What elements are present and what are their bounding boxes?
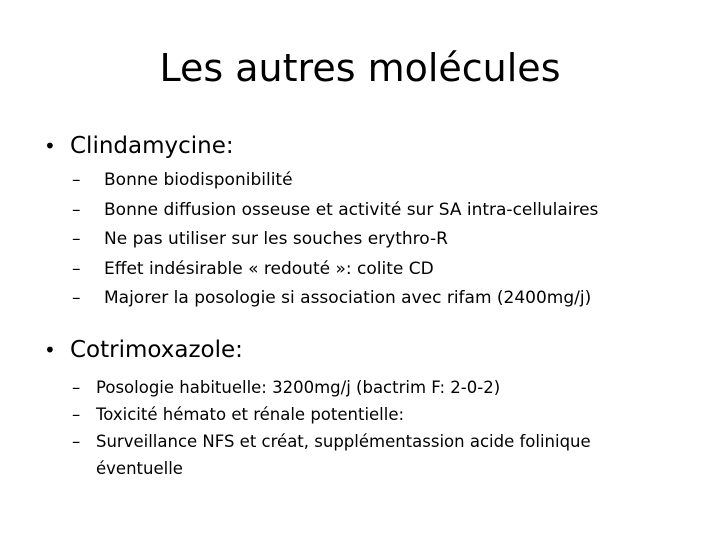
dash-icon: – — [72, 378, 81, 397]
section-cotrimoxazole — [44, 334, 704, 482]
list-item-text: Toxicité hémato et rénale potentielle: — [96, 405, 405, 424]
list-item-text: Effet indésirable « redouté »: colite CD — [104, 258, 434, 279]
sub-list — [44, 166, 704, 314]
slide-title: Les autres molécules — [159, 46, 561, 90]
dash-icon: – — [72, 405, 81, 424]
section-heading-row — [44, 130, 704, 162]
list-item — [72, 401, 704, 428]
list-item-text: Majorer la posologie si association avec rifam (2400mg/j) — [104, 288, 592, 308]
section-heading-row — [44, 334, 704, 366]
dash-icon: – — [72, 288, 81, 308]
list-item — [72, 374, 704, 401]
list-item-text: Surveillance NFS et créat, supplémentassion acide folinique éventuelle — [96, 432, 591, 478]
list-item — [72, 166, 704, 196]
list-item-text: Ne pas utiliser sur les souches erythro-R — [104, 229, 448, 249]
section-clindamycine — [44, 130, 704, 314]
list-item-text: Bonne diffusion osseuse et activité sur SA intra-cellulaires — [104, 199, 599, 220]
dash-icon: – — [72, 199, 81, 220]
list-item-text: Posologie habituelle: 3200mg/j (bactrim F: 2-0-2) — [96, 378, 501, 397]
section-heading: Cotrimoxazole: — [70, 337, 243, 363]
dash-icon: – — [72, 229, 81, 249]
bullet-icon: • — [44, 338, 56, 362]
dash-icon: – — [72, 258, 81, 279]
list-item-text: Bonne biodisponibilité — [104, 170, 293, 190]
dash-icon: – — [72, 170, 81, 190]
list-item — [72, 284, 704, 314]
dash-icon: – — [72, 432, 81, 451]
list-item — [72, 196, 704, 226]
list-item — [72, 428, 704, 482]
list-item — [72, 255, 704, 285]
bullet-icon: • — [44, 134, 56, 158]
section-heading: Clindamycine: — [70, 133, 234, 159]
list-item — [72, 225, 704, 255]
sub-list — [44, 374, 704, 482]
